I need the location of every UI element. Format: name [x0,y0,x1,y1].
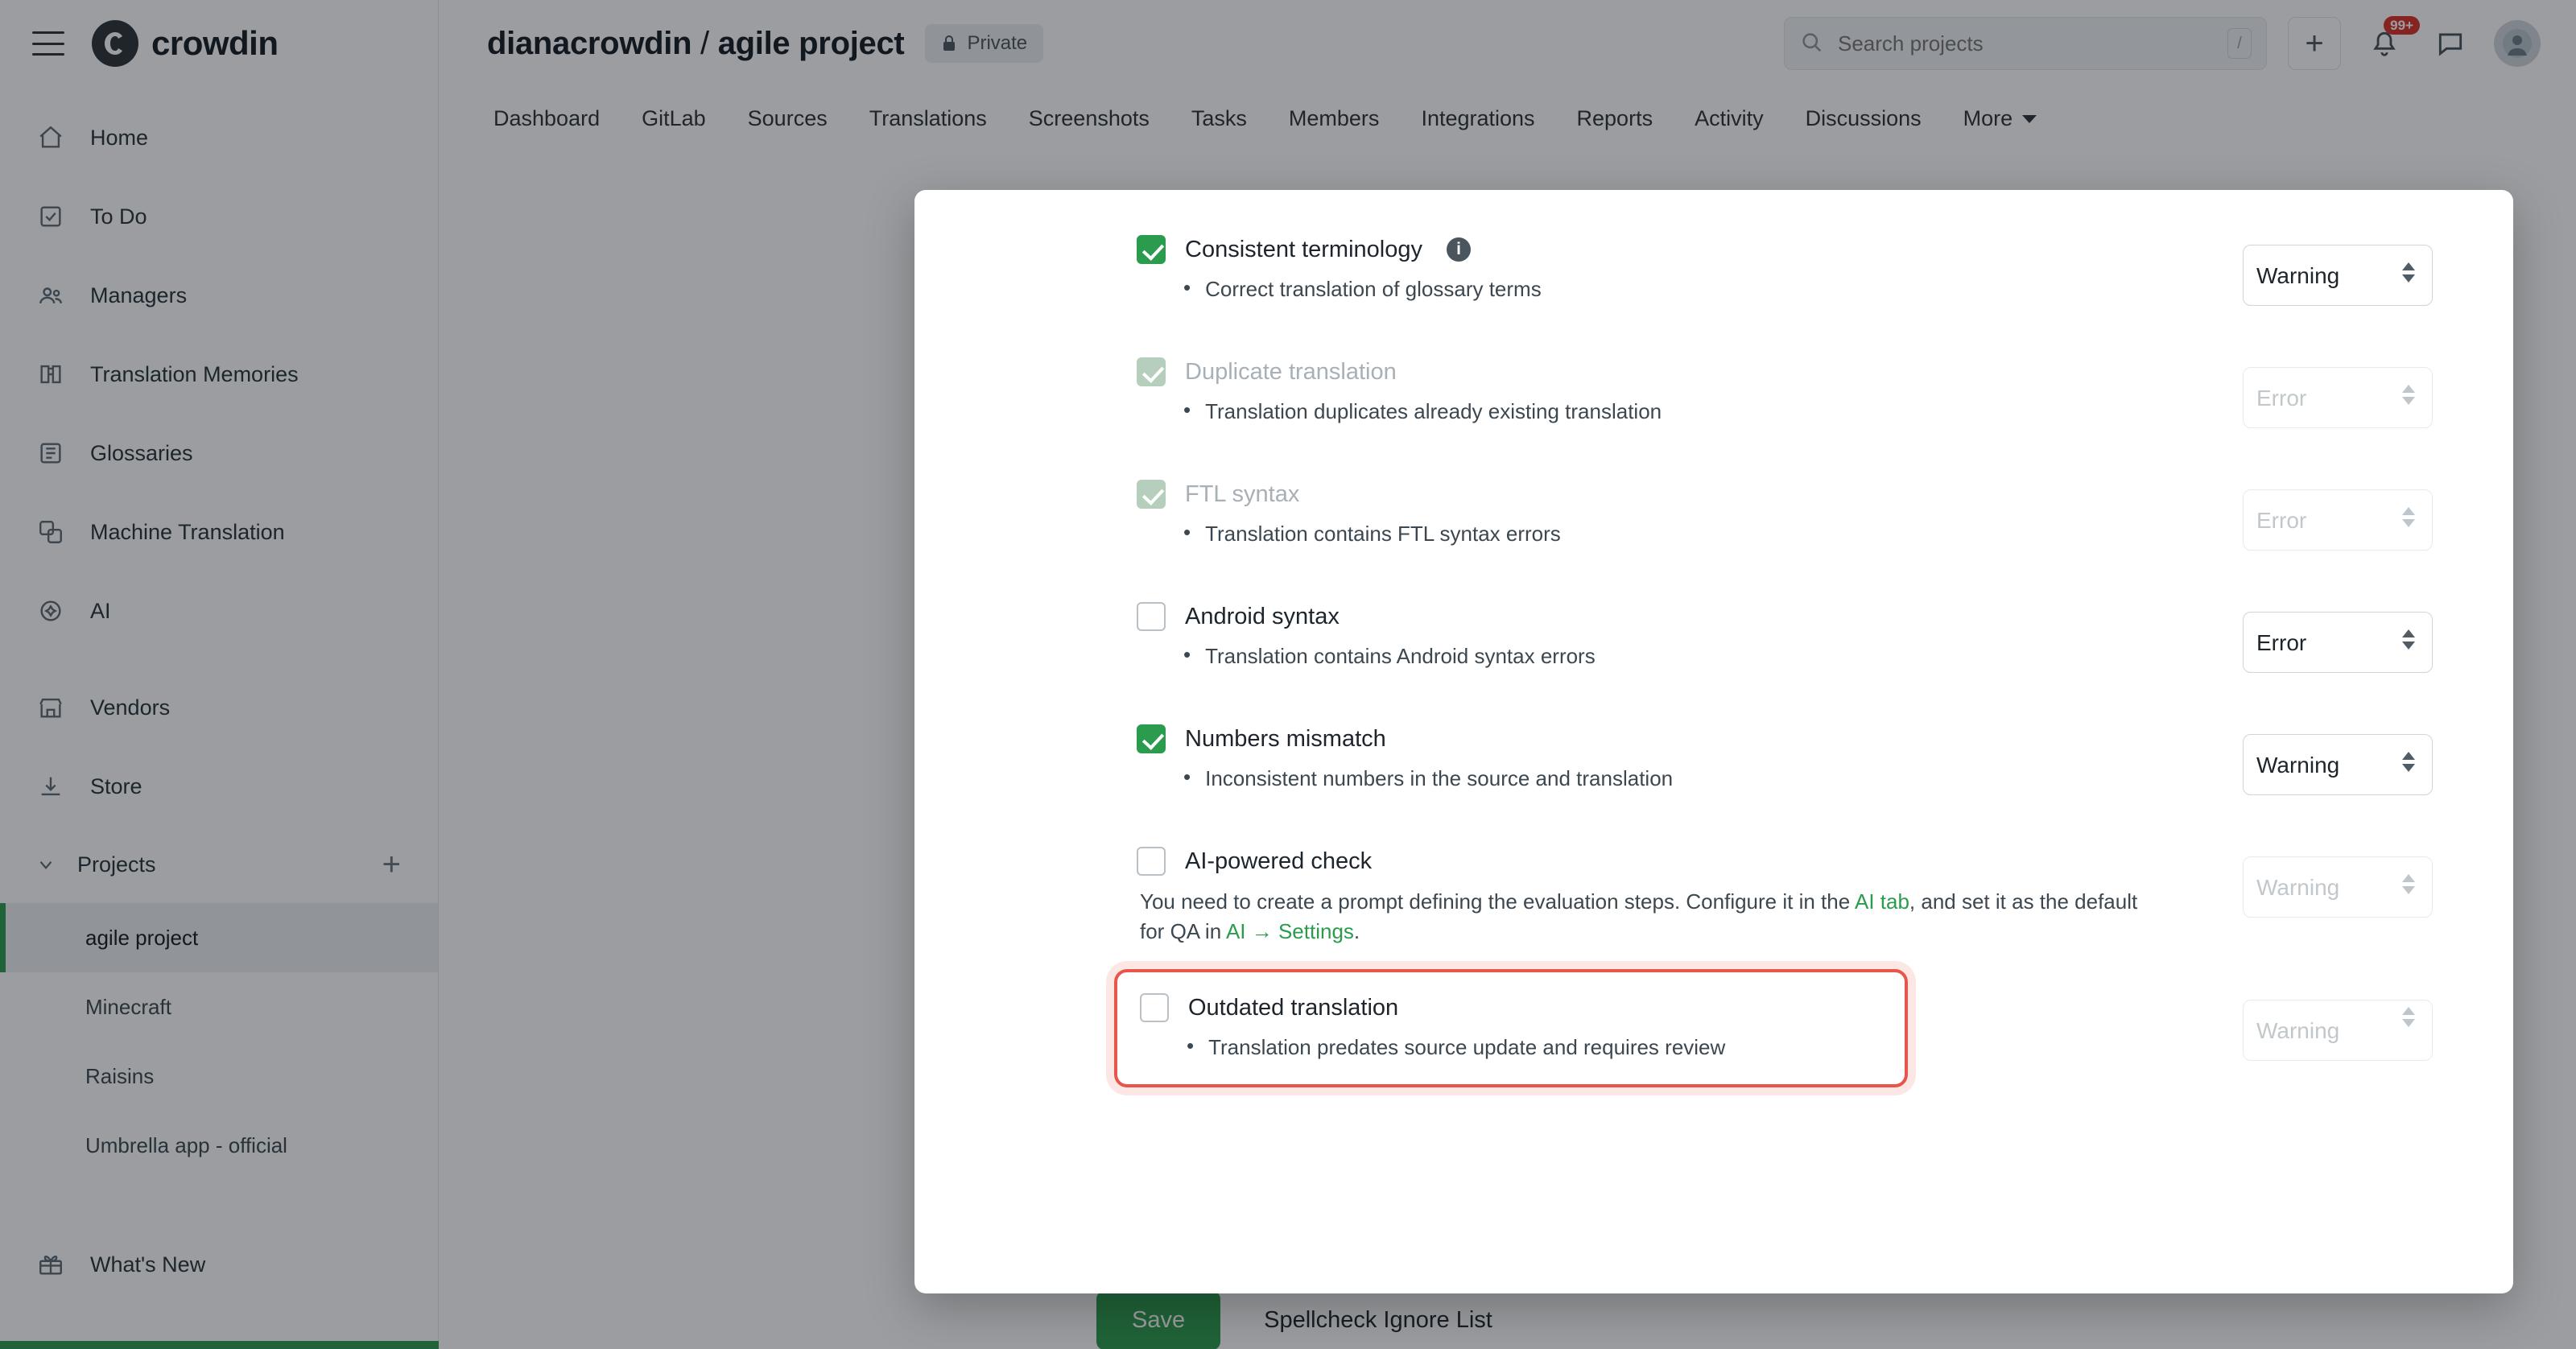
qa-check-title: FTL syntax [1185,481,1300,507]
qa-check-description [1183,766,2211,791]
bullet-icon: • [1183,520,1191,544]
qa-check-severity-select-android-syntax[interactable] [2243,612,2433,673]
qa-check-checkbox-numbers-mismatch[interactable] [1137,724,1166,753]
qa-check-title: Consistent terminology [1185,236,1422,262]
qa-check-row [1137,724,2433,847]
bullet-icon: • [1187,1033,1195,1058]
qa-check-note [1140,887,2138,947]
qa-check-severity-select-outdated-translation [2243,1000,2433,1061]
tab-more-label: More [1963,105,2013,130]
breadcrumb-owner[interactable]: dianacrowdin [487,25,692,61]
qa-check-main [1137,847,2243,947]
tab-reports[interactable]: Reports [1576,105,1653,130]
qa-checks-list [914,190,2513,1087]
qa-check-checkbox-ftl-syntax [1137,480,1166,509]
qa-check-severity-select-duplicate-translation [2243,367,2433,428]
qa-check-title: Android syntax [1185,603,1340,629]
qa-check-description-text: Correct translation of glossary terms [1205,277,1542,301]
qa-check-highlight-outdated-translation [1114,969,1908,1087]
sidebar-item-label: Machine Translation [90,519,285,544]
save-button[interactable]: Save [1096,1291,1220,1349]
sidebar-item-label: Vendors [90,695,171,720]
qa-check-checkbox-duplicate-translation [1137,357,1166,386]
qa-check-main [1137,602,2243,669]
breadcrumb-project[interactable]: agile project [717,25,905,61]
qa-check-severity-select-consistent-terminology[interactable] [2243,245,2433,306]
ai-tab-link[interactable]: AI tab [1854,889,1909,914]
tab-gitlab[interactable]: GitLab [642,105,706,130]
qa-check-description-text: Inconsistent numbers in the source and translation [1205,766,1674,790]
qa-check-title: Outdated translation [1188,994,1399,1021]
info-icon[interactable]: i [1447,237,1471,262]
qa-check-description [1183,644,2211,669]
qa-check-title: Numbers mismatch [1185,725,1386,752]
qa-check-description [1183,277,2211,302]
project-label: Minecraft [85,994,171,1019]
qa-check-main [1137,235,2243,302]
qa-check-header [1137,480,2211,509]
qa-check-header [1137,357,2211,386]
qa-check-description-text: Translation contains Android syntax errors [1205,644,1596,668]
tab-dashboard[interactable]: Dashboard [493,105,601,130]
qa-checks-dialog [914,190,2513,1293]
note-text-part1: You need to create a prompt defining the evaluation steps. Configure it in the [1140,889,1855,914]
qa-check-severity-wrap [2243,480,2433,551]
qa-check-title: AI-powered check [1185,848,1373,874]
logo-text: crowdin [151,24,279,62]
qa-check-severity-wrap [2243,357,2433,428]
note-text-part2: , and set it as the default for QA in [1140,889,2138,943]
bullet-icon: • [1183,642,1191,666]
project-label: agile project [85,925,199,950]
spellcheck-ignore-list-link[interactable]: Spellcheck Ignore List [1264,1307,1492,1333]
tab-translations[interactable]: Translations [869,105,987,130]
qa-check-checkbox-ai-powered-check[interactable] [1137,847,1166,876]
qa-check-main [1137,724,2243,791]
qa-check-description-text: Translation duplicates already existing translation [1205,399,1662,423]
qa-check-description [1183,522,2211,547]
qa-check-severity-wrap [2243,969,2433,1061]
qa-check-checkbox-consistent-terminology[interactable] [1137,235,1166,264]
qa-check-header [1137,602,2211,631]
qa-check-main [1137,357,2243,424]
tab-sources[interactable]: Sources [747,105,828,130]
qa-check-severity-wrap [2243,602,2433,673]
sidebar-item-label: Translation Memories [90,361,299,386]
qa-check-description [1183,399,2211,424]
private-label: Private [967,32,1028,54]
add-project-icon[interactable]: + [382,847,401,882]
notifications-badge: 99+ [2384,16,2420,35]
search-shortcut-badge: / [2227,28,2252,59]
qa-check-header [1137,847,2211,876]
qa-check-header [1137,235,2211,264]
qa-check-checkbox-android-syntax[interactable] [1137,602,1166,631]
qa-check-main [1137,480,2243,547]
qa-check-description-text: Translation contains FTL syntax errors [1205,522,1561,546]
sidebar-item-label: Glossaries [90,440,193,465]
qa-check-title: Duplicate translation [1185,358,1397,385]
note-text-part3: . [1353,918,1360,943]
qa-check-severity-wrap [2243,235,2433,306]
projects-label: Projects [77,852,156,877]
breadcrumb-separator: / [700,25,709,61]
qa-check-row [1137,969,2433,1087]
qa-check-severity-wrap [2243,724,2433,795]
sidebar-item-label: Store [90,774,142,798]
bullet-icon: • [1183,765,1191,789]
tab-tasks[interactable]: Tasks [1191,105,1247,130]
sidebar-item-label: Home [90,125,149,150]
qa-check-description [1187,1035,1880,1060]
qa-check-header [1140,993,1880,1022]
add-button[interactable]: + [2288,17,2341,70]
tab-screenshots[interactable]: Screenshots [1028,105,1150,130]
qa-check-severity-select-ftl-syntax [2243,489,2433,551]
bullet-icon: • [1183,275,1191,299]
qa-check-header [1137,724,2211,753]
qa-check-severity-wrap [2243,847,2433,918]
tab-integrations[interactable]: Integrations [1421,105,1535,130]
qa-check-row [1137,357,2433,480]
qa-check-description-text: Translation predates source update and requires review [1208,1035,1726,1059]
qa-check-row [1137,480,2433,602]
project-label: Raisins [85,1063,155,1088]
project-label: Umbrella app - official [85,1132,287,1157]
tab-discussions[interactable]: Discussions [1805,105,1922,130]
tab-activity[interactable]: Activity [1695,105,1764,130]
sidebar-item-label: AI [90,598,111,623]
sidebar-item-label: Managers [90,283,188,307]
sidebar-item-label: To Do [90,204,147,229]
qa-check-row [1137,235,2433,357]
ai-settings-link[interactable]: AI → Settings [1225,918,1354,943]
bullet-icon: • [1183,398,1191,422]
whats-new-label: What's New [90,1252,206,1277]
qa-check-severity-select-ai-powered-check [2243,856,2433,918]
tab-members[interactable]: Members [1288,105,1380,130]
qa-check-row [1137,847,2433,969]
qa-check-severity-select-numbers-mismatch[interactable] [2243,734,2433,795]
qa-check-checkbox-outdated-translation[interactable] [1140,993,1169,1022]
qa-check-row [1137,602,2433,724]
